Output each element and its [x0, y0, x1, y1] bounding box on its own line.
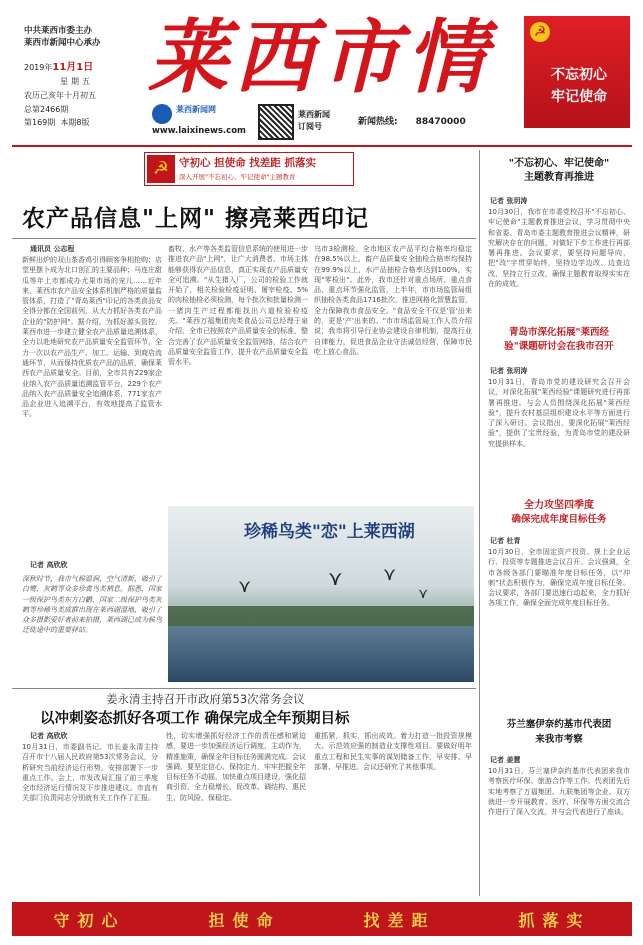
total-issue: 总第2466期: [24, 105, 69, 114]
footer-slogan-1: 守初心: [53, 910, 126, 930]
crane-bird-icon: ⋎: [328, 566, 343, 590]
masthead-rule: [12, 145, 632, 147]
theme-banner: [144, 152, 354, 186]
s2-byline: 记者 张玥涛: [490, 367, 528, 375]
motto-top: 不忘初心: [551, 67, 607, 83]
banner-subtitle: 深入开展"不忘初心、牢记使命"主题教育: [179, 173, 296, 181]
issue-date: 2019年11月1日: [24, 62, 94, 73]
org-line-1: 中共莱西市委主办: [24, 26, 93, 36]
s4-title-2: 来我市考察: [535, 734, 583, 745]
motto-box: [524, 16, 630, 128]
motto-bottom: 牢记使命: [551, 89, 607, 105]
banner-title: 守初心 担使命 找差距 抓落实: [179, 157, 316, 169]
s4-byline: 记者 姜慧: [490, 756, 521, 764]
weekday: 星期五: [60, 77, 93, 86]
feature-photo-caption: 珍稀鸟类"恋"上莱西湖: [244, 522, 415, 542]
footer-slogan-3: 找差距: [363, 910, 436, 930]
footer-slogan-4: 抓落实: [518, 910, 591, 930]
qr-code-icon: [258, 104, 294, 140]
s1-title-2: 主题教育再推进: [524, 172, 594, 183]
column-divider: [479, 150, 480, 896]
lead-column-1: 新鲜出炉的双山茶香鸡引得顾客争相抢购；店堂里摆卜成为北口创汇的主要品种；马连庄甜瓜等年上市都成办尤果市场的宠儿……近年来，莱西市农产品安全体系机制严格的质量监管体系，打造了"青岛莱西"印记的各类食品安全得分都在全国前列，从大力抓好各类农产品企业的"防护网"。据介绍，为抓好源头管控，莱西市进一步建立健全农产品质量追溯体系，全力以赴地研究农产品质量安全监管环节，全力一次以农产品生产、加工、运输、到商店流通环节，从而保持优质农产品的品质，确保莱西农产品质量安全。目前，全市共有229家企业纳入农产品质量追溯监管平台，229个农产品纳入农产品质量安全追溯体系，771家农产品企业进入追溯平台，有效地提高了监管水平。: [22, 256, 162, 419]
s1-byline: 记者 张玥涛: [490, 197, 528, 205]
lead-headline: 农产品信息"上网" 擦亮莱西印记: [22, 206, 369, 232]
meeting-column-1: 10月31日，市委副书记、市长姜永清主持召开市十八届人民政府第53次常务会议，分析研究当前经济运行形势，安排部署下一步重点工作。会上，市发改局汇报了前三季度全市经济运行情况及下步推进建议。市直有关部门负责同志分别就有关工作作了汇报。: [22, 743, 158, 803]
feature-text: 深秋时节，我市气候温润、空气清新，吸引了白鹭、灰鹤等众多珍禽鸟类栖息。据悉，国家一级保护鸟类东方白鹳、国家二级保护鸟类灰鹤等珍稀鸟类成群出现在莱西湖湿地，吸引了众多摄影爱好者前来拍摄，莱西湖已成为候鸟迁徙途中的重要驿站。: [22, 575, 162, 635]
meeting-column-2: 性，切实增强抓好经济工作的责任感和紧迫感，要进一步加强经济运行调度，主动作为，精准施策，确保全年目标任务圆满完成。会议强调，要坚定信心、保持定力，牢牢把握全年目标任务不动摇，加快重点项目建设，强化招商引资，全力稳增长、促改革、调结构、惠民生、防风险、保稳定。: [166, 732, 306, 802]
lunar-date: 农历己亥年十月初五: [24, 91, 96, 100]
footer-slogan-bar: [12, 902, 632, 936]
meeting-rule: [12, 688, 476, 689]
qr-label-2: 订阅号: [298, 122, 322, 131]
lake-water: [168, 626, 474, 682]
lead-column-3: 乌市3检测检。全市地区农产品平均合格率均稳定在98.5%以上，畜产品质量安全抽检合格率均保持在99.9%以上，水产品抽检合格率达到100%，实现"零检出"。此外，我市还针对重点场所、重点食品、重点环节强化监管，上半年，市市场监管局组织抽检各类食品1716批次，推进网格化智慧监管，全力保障我市食品安全。"食品安全不仅是'管'出来的，更是'产'出来的。"市市场监管局工作人员介绍说，我市将引导行业协会建设自律机制，提高行业自律能力，促进食品企业守法诚信经营，保障市民吃上放心食品。: [314, 245, 472, 356]
s1-text: 10月30日，我市在市委党校召开"不忘初心、牢记使命"主题教育推进会议，学习贯彻中央和省委、青岛市委主题教育推进会议精神，研究解决存在的问题，对做好下步工作进行再部署再推进。会议要求，要坚持问题导向，把"改"字贯穿始终，坚持边学边改、边查边改，坚持立行立改，确保主题教育取得实实在在的成效。: [488, 208, 630, 289]
newspaper-title: 莱西市情: [148, 10, 492, 104]
hotline: 新闻热线: 88470000: [358, 117, 466, 127]
meeting-column-3: 重抓紧，抓实，抓出成效。着力打造一批投资规模大、示范效应强的制造业支撑性项目。要做好明年重点工程和民生实事的谋划储备工作，早安排、早部署、早推进。会议还研究了其他事项。: [314, 732, 472, 771]
crane-bird-icon: ⋎: [383, 564, 397, 585]
s2-title-1: 青岛市深化拓展"莱西经: [509, 327, 609, 338]
issue-number: 第169期 本期8版: [24, 118, 90, 127]
s3-title-1: 全力攻坚四季度: [524, 500, 594, 511]
crane-bird-icon: ⋎: [238, 576, 252, 597]
meeting-headline: 以冲刺姿态抓好各项工作 确保完成全年预期目标: [40, 711, 350, 727]
meeting-kicker: 姜永清主持召开市政府第53次常务会议: [106, 692, 305, 706]
s3-byline: 记者 杜青: [490, 537, 521, 545]
org-line-2: 莱西市新闻中心承办: [24, 38, 101, 48]
app-logo-icon: [152, 104, 172, 124]
hammer-sickle-icon: ☭: [147, 155, 175, 183]
app-url[interactable]: www.laixinews.com: [152, 126, 246, 136]
feature-byline: 记者 高欣欣: [30, 561, 68, 569]
lead-column-2: 畜牧、水产等各类监管信息系统的使用进一步推进农产品"上网"，让广大消费者、市场主体能够获得农产品信息，真正实现农产品质量安全可追溯。"从生猪入厂，公司的检验工作就开始了，相关检验检疫证明、屠宰检疫、5%的肉检抽检必须检测，每个批次和批量检测一一猪肉生产过程都能找出六道检验检疫关。"莱西万福集团肉类食品公司总经理于泉介绍，全市已按照农产品质量安全的标准，整合完善了农产品质量安全监管网络，结合农产品质量安全监管工作，提升农产品质量安全监管水平。: [168, 245, 308, 367]
s1-title-1: "不忘初心、牢记使命": [508, 158, 610, 169]
lead-byline: 通讯员 公志程: [30, 245, 75, 253]
footer-slogan-2: 担使命: [208, 910, 281, 930]
party-emblem-icon: ☭: [530, 22, 550, 42]
tree-line: [168, 606, 474, 626]
s3-title-2: 确保完成年度目标任务: [511, 514, 607, 525]
meeting-byline: 记者 高欣欣: [30, 732, 68, 740]
headline-rule: [12, 238, 476, 239]
qr-label-1: 莱西新闻: [298, 110, 330, 119]
s4-text: 10月31日，芬兰塞伊奈约基市代表团来我市考察医疗环保、旅游合作等工作。代表团先后实地考察了万福集团、九联集团等企业。双方就进一步开展教育、医疗、环保等方面交流合作进行了深入交流，并与会代表进行了座谈。: [488, 767, 630, 817]
app-name: 莱西新闻网: [176, 105, 216, 114]
s3-text: 10月30日，全市固定资产投资、规上企业运行、投资等专题推进会议召开。会议强调，全市各级各部门要瞄准年度目标任务，以"冲刺"状态积极作为，确保完成年度目标任务。会议要求，各部门要迅速行动起来，全力抓好各项工作，确保全面完成年度目标任务。: [488, 548, 630, 608]
s2-text: 10月31日，青岛市党的建设研究会召开会议，对深化拓展"莱西经验"课题研究进行再部署再推进。与会人员围绕深化拓展"莱西经验"，提升农村基层组织建设水平等方面进行了深入研讨。会议指出，要深化拓展"莱西经验"，提供了宝贵经验，为青岛市党的建设研究提供样本。: [488, 378, 630, 448]
s4-title-1: 芬兰塞伊奈约基市代表团: [506, 719, 612, 730]
s2-title-2: 验"课题研讨会在我市召开: [504, 341, 614, 352]
crane-bird-icon: ⋎: [418, 586, 429, 602]
